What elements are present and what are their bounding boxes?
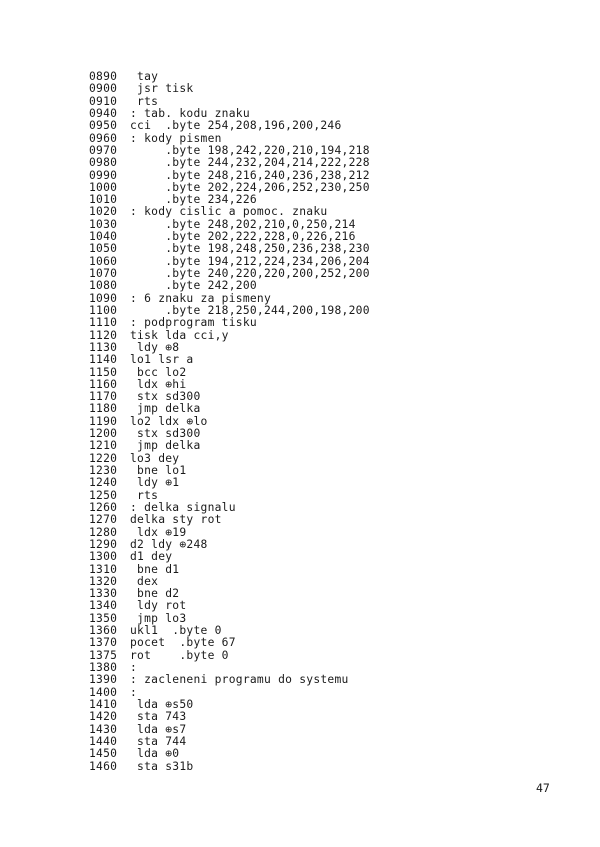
code-line [89, 317, 370, 329]
code-text: bcc lo2 [130, 365, 187, 379]
code-text: : delka signalu [130, 500, 236, 514]
code-text: sta s31b [130, 759, 194, 773]
code-text: lda ⊕s7 [130, 722, 187, 736]
line-number: 1420 [89, 710, 118, 724]
line-number: 1400 [89, 685, 118, 699]
line-number: 1370 [89, 636, 118, 650]
line-number: 1130 [89, 340, 118, 354]
code-text: lda ⊕0 [130, 747, 180, 761]
line-number: 1050 [89, 242, 118, 256]
line-number: 0980 [89, 156, 118, 170]
code-line [89, 761, 370, 773]
line-number: 1150 [89, 365, 118, 379]
line-number: 1310 [89, 562, 118, 576]
line-number: 1060 [89, 254, 118, 268]
line-number: 1460 [89, 759, 118, 773]
code-text: d1 dey [130, 550, 173, 564]
line-number: 1010 [89, 193, 118, 207]
code-text: rot .byte 0 [130, 648, 229, 662]
line-number: 1350 [89, 611, 118, 625]
code-text: sta 744 [130, 734, 187, 748]
line-number: 1260 [89, 500, 118, 514]
code-text: bne d2 [130, 587, 180, 601]
code-line [89, 206, 370, 218]
code-text: sta 743 [130, 710, 187, 724]
code-text: : kody cislic a pomoc. znaku [130, 205, 328, 219]
code-text: rts [130, 94, 159, 108]
line-number: 0960 [89, 131, 118, 145]
code-text: ldy ⊕8 [130, 340, 180, 354]
line-number: 1070 [89, 267, 118, 280]
code-text: : zacleneni programu do systemu [130, 673, 349, 687]
line-number: 1320 [89, 574, 118, 588]
line-number: 1375 [89, 648, 118, 662]
code-line [89, 403, 370, 415]
code-text: ukl1 .byte 0 [130, 624, 222, 638]
code-text: pocet .byte 67 [130, 636, 236, 650]
line-number: 1300 [89, 550, 118, 564]
code-text: ldx ⊕19 [130, 525, 187, 539]
line-number: 1230 [89, 464, 118, 477]
code-text: delka sty rot [130, 513, 222, 527]
line-number: 1240 [89, 476, 118, 490]
code-line [89, 600, 370, 612]
code-text: .byte 234,226 [130, 193, 257, 207]
code-text: .byte 202,222,228,0,226,216 [130, 230, 356, 244]
code-text: lo2 ldx ⊕lo [130, 414, 208, 428]
line-number: 1100 [89, 303, 118, 317]
code-text: ldy rot [130, 599, 187, 613]
line-number: 1180 [89, 402, 118, 416]
code-text: .byte 198,248,250,236,238,230 [130, 242, 370, 256]
code-line [89, 280, 370, 292]
code-text: bne lo1 [130, 464, 187, 477]
line-number: 1360 [89, 624, 118, 638]
line-number: 1250 [89, 488, 118, 502]
code-text: jmp lo3 [130, 611, 187, 625]
code-text: .byte 248,216,240,236,238,212 [130, 168, 370, 182]
page-number: 47 [536, 781, 550, 795]
line-number: 1330 [89, 587, 118, 601]
code-text: : 6 znaku za pismeny [130, 291, 272, 305]
code-text: stx sd300 [130, 390, 201, 404]
line-number: 0890 [89, 70, 118, 83]
code-text: d2 ldy ⊕248 [130, 537, 208, 551]
code-line [89, 674, 370, 686]
code-text: bne d1 [130, 562, 180, 576]
code-text: lo3 dey [130, 451, 180, 465]
line-number: 1340 [89, 599, 118, 613]
line-number: 1090 [89, 291, 118, 305]
code-text: dex [130, 574, 159, 588]
line-number: 0910 [89, 94, 118, 108]
code-text: jmp delka [130, 439, 201, 453]
code-text: ldx ⊕hi [130, 377, 187, 391]
code-line [89, 551, 370, 563]
line-number: 1430 [89, 722, 118, 736]
line-number: 1220 [89, 451, 118, 465]
code-text: lo1 lsr a [130, 353, 194, 367]
line-number: 1380 [89, 661, 118, 674]
line-number: 1160 [89, 377, 118, 391]
code-text: : kody pismen [130, 131, 222, 145]
code-line [89, 243, 370, 255]
code-text: : podprogram tisku [130, 316, 257, 330]
code-text: tisk lda cci,y [130, 328, 229, 342]
code-text: : [130, 661, 138, 674]
line-number: 1210 [89, 439, 118, 453]
code-text: .byte 248,202,210,0,250,214 [130, 217, 356, 231]
line-number: 0940 [89, 106, 118, 120]
code-line [89, 477, 370, 489]
code-line [89, 711, 370, 723]
line-number: 1280 [89, 525, 118, 539]
code-text: lda ⊕s50 [130, 697, 194, 711]
line-number: 1270 [89, 513, 118, 527]
line-number: 1450 [89, 747, 118, 761]
code-text: : [130, 685, 138, 699]
line-number: 1390 [89, 673, 118, 687]
code-line [89, 83, 370, 95]
code-text: .byte 194,212,224,234,206,204 [130, 254, 370, 268]
code-line [89, 564, 370, 576]
line-number: 1170 [89, 390, 118, 404]
code-text: ldy ⊕1 [130, 476, 180, 490]
line-number: 1290 [89, 537, 118, 551]
code-line [89, 170, 370, 182]
code-text: rts [130, 488, 159, 502]
code-text: .byte 198,242,220,210,194,218 [130, 143, 370, 157]
line-number: 0900 [89, 82, 118, 96]
line-number: 1140 [89, 353, 118, 367]
code-line [89, 354, 370, 366]
code-line [89, 120, 370, 132]
code-line [89, 637, 370, 649]
code-text: .byte 244,232,204,214,222,228 [130, 156, 370, 170]
code-listing [89, 71, 370, 773]
code-text: tay [130, 70, 159, 83]
code-text: : tab. kodu znaku [130, 106, 250, 120]
line-number: 1110 [89, 316, 118, 330]
code-line [89, 367, 370, 379]
code-text: stx sd300 [130, 427, 201, 441]
line-number: 1410 [89, 697, 118, 711]
code-text: .byte 218,250,244,200,198,200 [130, 303, 370, 317]
code-line [89, 440, 370, 452]
line-number: 1120 [89, 328, 118, 342]
line-number: 1080 [89, 279, 118, 293]
line-number: 1440 [89, 734, 118, 748]
line-number: 0950 [89, 119, 118, 133]
code-text: cci .byte 254,208,196,200,246 [130, 119, 342, 133]
line-number: 1030 [89, 217, 118, 231]
code-line [89, 748, 370, 760]
code-text: .byte 240,220,220,200,252,200 [130, 267, 370, 280]
line-number: 1200 [89, 427, 118, 441]
line-number: 0970 [89, 143, 118, 157]
code-text: jsr tisk [130, 82, 194, 96]
line-number: 1190 [89, 414, 118, 428]
code-line [89, 514, 370, 526]
code-text: jmp delka [130, 402, 201, 416]
line-number: 1000 [89, 180, 118, 194]
code-text: .byte 202,224,206,252,230,250 [130, 180, 370, 194]
line-number: 0990 [89, 168, 118, 182]
line-number: 1020 [89, 205, 118, 219]
line-number: 1040 [89, 230, 118, 244]
code-text: .byte 242,200 [130, 279, 257, 293]
code-line [89, 157, 370, 169]
